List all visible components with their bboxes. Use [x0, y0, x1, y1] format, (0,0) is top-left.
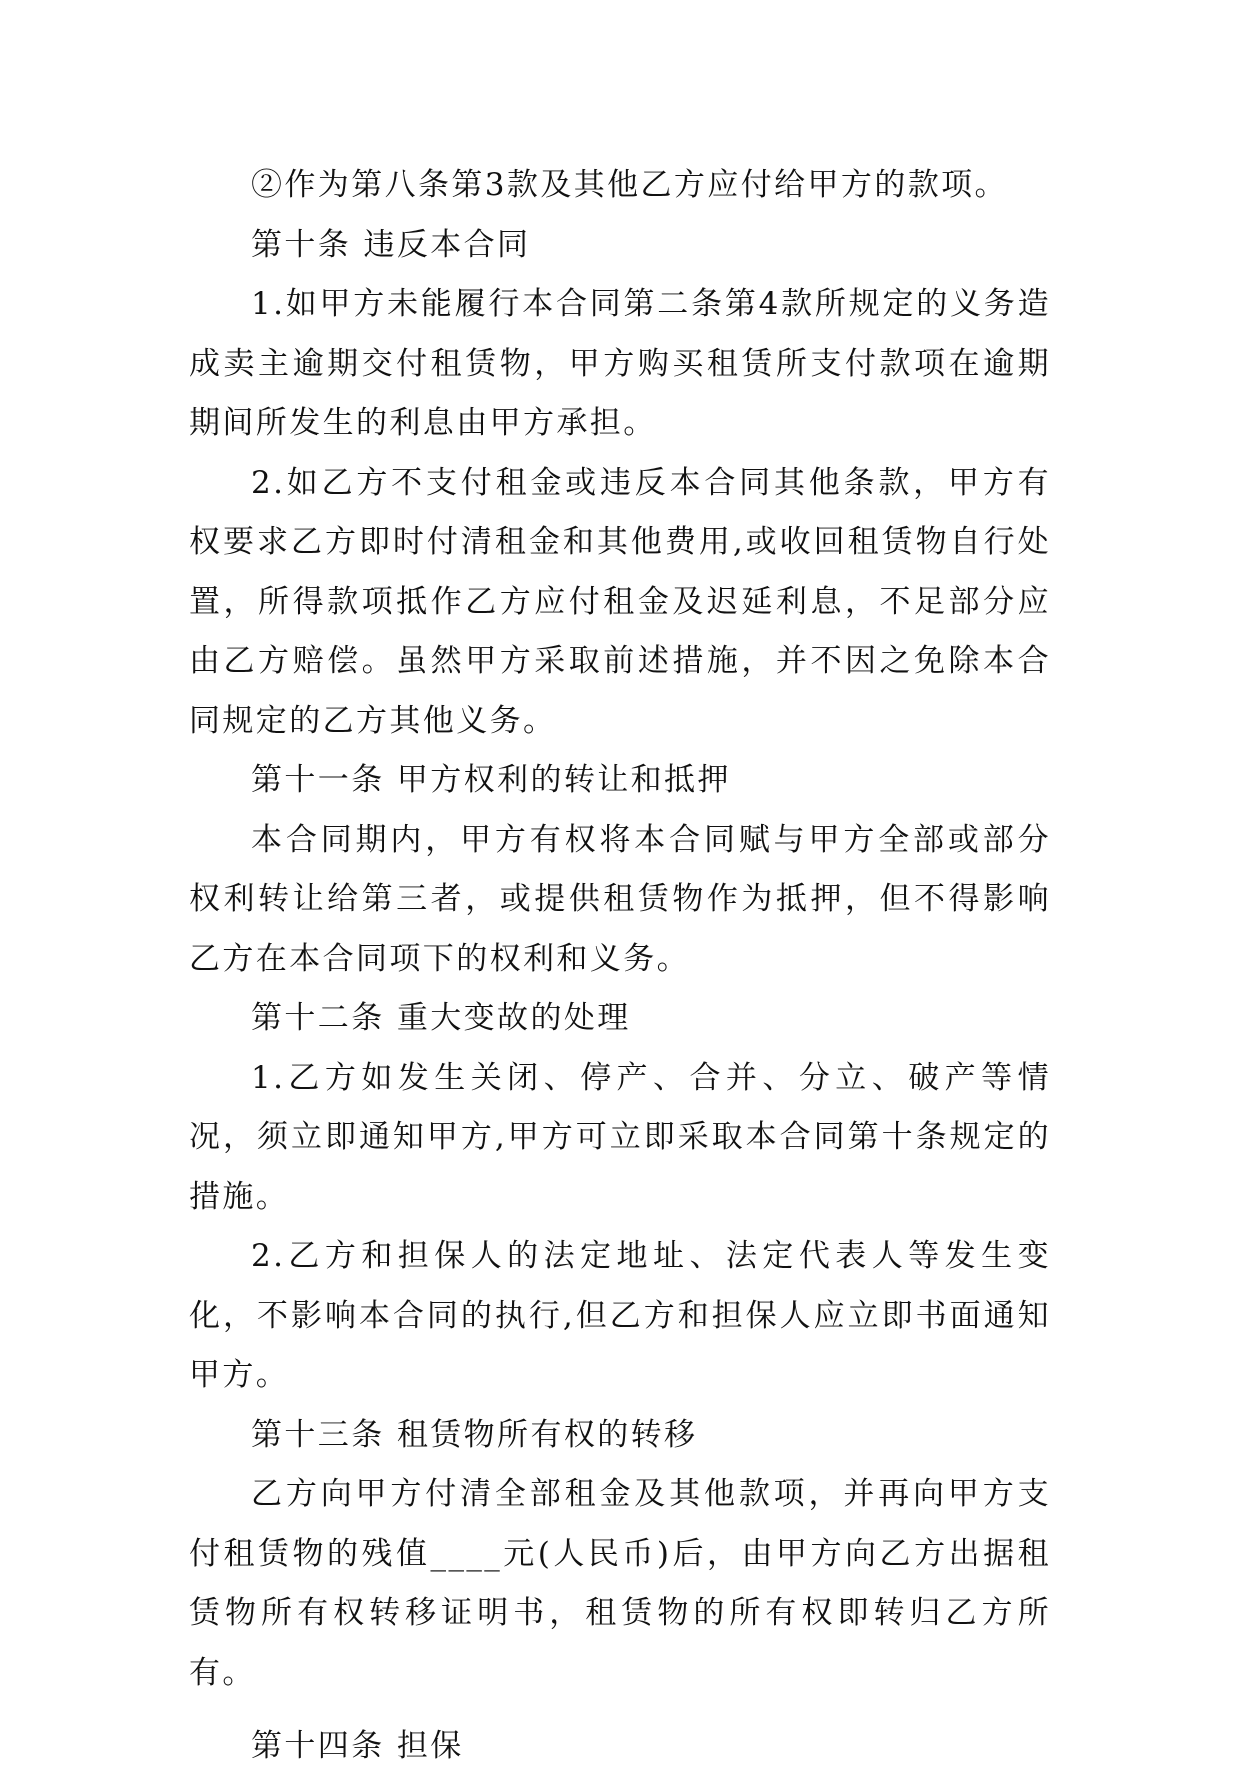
- section-heading: 第十条 违反本合同: [251, 226, 531, 263]
- paragraph: 1.乙方如发生关闭、停产、合并、分立、破产等情况，须立即通知甲方,甲方可立即采取本合同第十条规定的措施。: [189, 1059, 1051, 1215]
- paragraph: ②作为第八条第3款及其他乙方应付给甲方的款项。: [251, 167, 1008, 203]
- section-heading: 第十三条 租赁物所有权的转移: [251, 1416, 698, 1453]
- paragraph: 2.乙方和担保人的法定地址、法定代表人等发生变化，不影响本合同的执行,但乙方和担保人应立即书面通知甲方。: [189, 1238, 1051, 1393]
- section-heading: 第十四条 担保: [251, 1728, 464, 1764]
- paragraph: 本合同期内，甲方有权将本合同赋与甲方全部或部分权利转让给第三者，或提供租赁物作为抵押，但不得影响乙方在本合同项下的权利和义务。: [189, 821, 1051, 977]
- document-body: [189, 156, 1051, 1777]
- section-heading: 第十二条 重大变故的处理: [251, 1000, 631, 1036]
- paragraph: 1.如甲方未能履行本合同第二条第4款所规定的义务造成卖主逾期交付租赁物，甲方购买租赁所支付款项在逾期期间所发生的利息由甲方承担。: [189, 286, 1051, 441]
- section-heading: 第十一条 甲方权利的转让和抵押: [251, 762, 731, 798]
- paragraph: 2.如乙方不支付租金或违反本合同其他条款，甲方有权要求乙方即时付清租金和其他费用,或收回租赁物自行处置，所得款项抵作乙方应付租金及迟延利息，不足部分应由乙方赔偿。虽然甲方采取前述措施，并不因之免除本合同规定的乙方其他义务。: [189, 464, 1051, 739]
- paragraph: 乙方向甲方付清全部租金及其他款项，并再向甲方支付租赁物的残值____元(人民币)后，由甲方向乙方出据租赁物所有权转移证明书，租赁物的所有权即转归乙方所有。: [189, 1476, 1051, 1691]
